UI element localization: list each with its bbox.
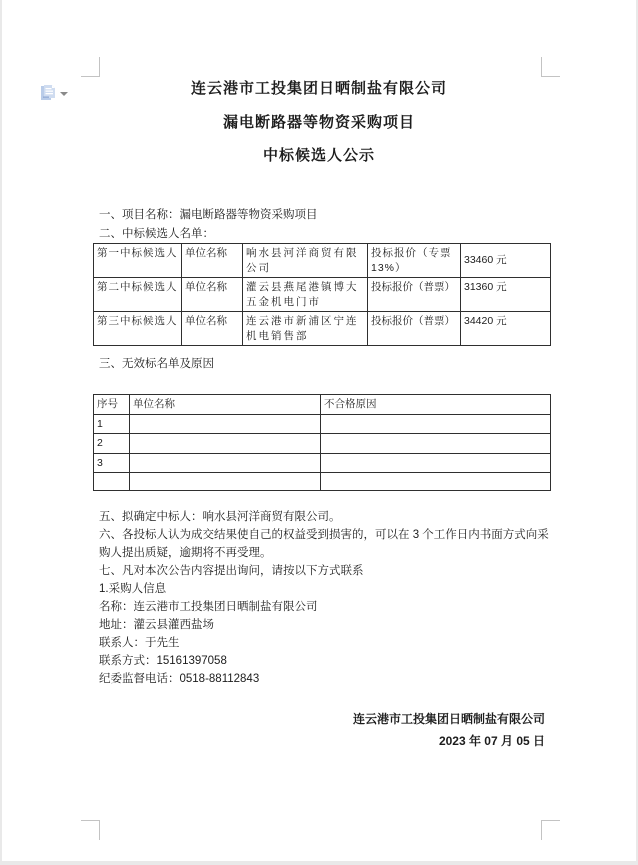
price-label-cell: 投标报价（普票） xyxy=(368,278,461,312)
reason-cell xyxy=(321,473,551,491)
table-row xyxy=(94,473,551,491)
section-winner: 五、拟确定中标人：响水县河洋商贸有限公司。 xyxy=(99,511,341,523)
unit-name-cell xyxy=(130,453,321,473)
unit-label-cell: 单位名称 xyxy=(182,244,243,278)
price-value-cell: 34420 元 xyxy=(461,312,551,346)
price-value-cell: 33460 元 xyxy=(461,244,551,278)
document-title-announcement: 中标候选人公示 xyxy=(262,147,375,164)
table-row xyxy=(94,453,551,473)
reason-cell xyxy=(321,434,551,454)
column-header-reason: 不合格原因 xyxy=(321,395,551,415)
signature-date: 2023 年 07 月 05 日 xyxy=(438,734,545,748)
contact-person: 联系人：于先生 xyxy=(99,637,180,649)
company-name-cell: 灌云县燕尾港镇博大五金机电门市 xyxy=(243,278,368,312)
purchaser-info-label: 1.采购人信息 xyxy=(99,583,167,595)
reason-cell xyxy=(321,414,551,434)
unit-label-cell: 单位名称 xyxy=(182,312,243,346)
section-invalid-bids-label: 三、无效标名单及原因 xyxy=(99,358,214,370)
table-header-row xyxy=(94,395,551,415)
invalid-bids-table xyxy=(93,394,551,491)
section-contact-note: 七、凡对本次公告内容提出询问，请按以下方式联系 xyxy=(99,565,364,577)
table-row xyxy=(94,244,551,278)
contact-name: 名称：连云港市工投集团日晒制盐有限公司 xyxy=(99,601,318,613)
candidate-rank-cell: 第一中标候选人 xyxy=(94,244,182,278)
unit-name-cell xyxy=(130,414,321,434)
section-block-top xyxy=(99,206,549,243)
table-row xyxy=(94,312,551,346)
index-cell xyxy=(94,473,130,491)
document-title-company: 连云港市工投集团日晒制盐有限公司 xyxy=(190,80,447,97)
section-candidates-list-label: 二、中标候选人名单： xyxy=(99,227,214,240)
margin-mark-top-left-icon xyxy=(81,57,100,77)
margin-mark-bottom-left-icon xyxy=(81,820,100,840)
signature-block xyxy=(353,708,545,752)
unit-name-cell xyxy=(130,434,321,454)
document-page[interactable] xyxy=(2,0,636,861)
margin-mark-top-right-icon xyxy=(541,57,560,77)
unit-name-cell xyxy=(130,473,321,491)
column-header-unit-name: 单位名称 xyxy=(130,395,321,415)
index-cell: 2 xyxy=(94,434,130,454)
index-cell: 1 xyxy=(94,414,130,434)
section-block-bottom xyxy=(99,508,549,688)
margin-mark-bottom-right-icon xyxy=(541,820,560,840)
candidate-rank-cell: 第二中标候选人 xyxy=(94,278,182,312)
company-name-cell: 响水县河洋商贸有限公司 xyxy=(243,244,368,278)
price-label-cell: 投标报价（专票13%） xyxy=(368,244,461,278)
contact-supervision-phone: 纪委监督电话：0518-88112843 xyxy=(99,673,260,685)
table-row xyxy=(94,414,551,434)
table-row xyxy=(94,278,551,312)
signature-company: 连云港市工投集团日晒制盐有限公司 xyxy=(352,712,545,726)
contact-address: 地址：灌云县灌西盐场 xyxy=(99,619,214,631)
index-cell: 3 xyxy=(94,453,130,473)
price-label-cell: 投标报价（普票） xyxy=(368,312,461,346)
section-objection: 六、各投标人认为成交结果使自己的权益受到损害的，可以在 3 个工作日内书面方式向采购人提出质疑，逾期将不再受理。 xyxy=(99,529,549,559)
contact-phone: 联系方式：15161397058 xyxy=(99,655,227,667)
reason-cell xyxy=(321,453,551,473)
table-row xyxy=(94,434,551,454)
unit-label-cell: 单位名称 xyxy=(182,278,243,312)
section-project-name: 一、项目名称：漏电断路器等物资采购项目 xyxy=(99,209,318,221)
candidates-table xyxy=(93,243,551,346)
company-name-cell: 连云港市新浦区宁连机电销售部 xyxy=(243,312,368,346)
candidate-rank-cell: 第三中标候选人 xyxy=(94,312,182,346)
document-title-project: 漏电断路器等物资采购项目 xyxy=(222,114,415,131)
column-header-index: 序号 xyxy=(94,395,130,415)
price-value-cell: 31360 元 xyxy=(461,278,551,312)
